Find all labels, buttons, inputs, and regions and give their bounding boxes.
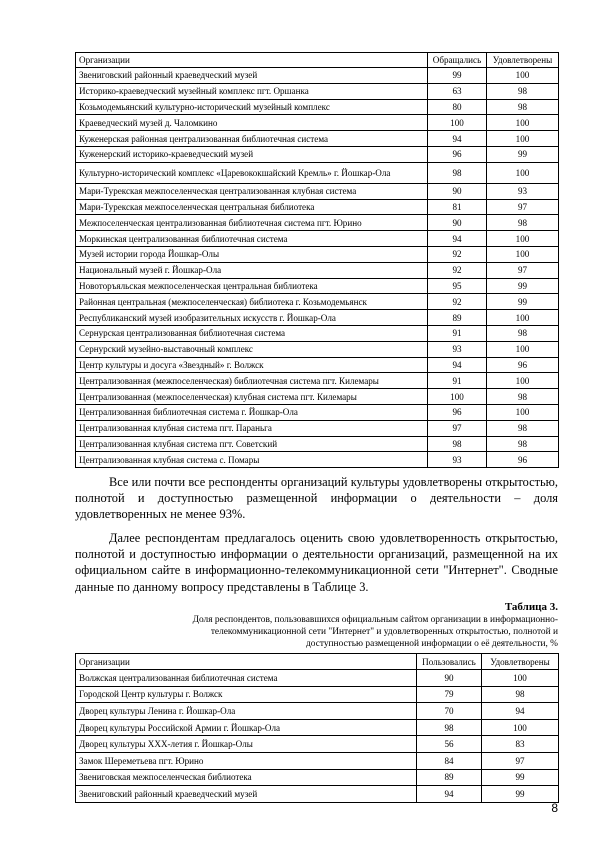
table-row: [76, 769, 559, 786]
satisfied-cell: 93: [487, 183, 559, 199]
organization-cell: Централизованная библиотечная система г. Йошкар-Ола: [76, 404, 428, 420]
organization-cell: Историко-краеведческий музейный комплекс пгт. Оршанка: [76, 83, 428, 99]
satisfied-cell: 100: [487, 131, 559, 147]
count-cell: 92: [428, 246, 487, 262]
count-cell: 100: [428, 389, 487, 405]
organization-cell: Централизованная клубная система пгт. Советский: [76, 436, 428, 452]
organization-cell: Куженерский историко-краеведческий музей: [76, 146, 428, 162]
count-cell: 90: [417, 670, 482, 687]
table-row: [76, 294, 559, 310]
satisfied-cell: 100: [487, 373, 559, 389]
satisfied-cell: 100: [487, 404, 559, 420]
satisfied-cell: 100: [487, 310, 559, 326]
count-cell: 98: [428, 162, 487, 183]
count-cell: 98: [428, 436, 487, 452]
satisfied-cell: 98: [482, 686, 559, 703]
table-row: [76, 231, 559, 247]
count-cell: 92: [428, 294, 487, 310]
organization-cell: Куженерская районная централизованная библиотечная система: [76, 131, 428, 147]
satisfied-cell: 98: [487, 436, 559, 452]
count-cell: 90: [428, 183, 487, 199]
table-row: [76, 278, 559, 294]
satisfied-cell: 99: [487, 278, 559, 294]
table-row: [76, 146, 559, 162]
table-row: [76, 325, 559, 341]
table-3-body: [76, 654, 559, 803]
organization-cell: Республиканский музей изобразительных искусств г. Йошкар-Ола: [76, 310, 428, 326]
table-row: [76, 83, 559, 99]
satisfied-cell: 100: [487, 162, 559, 183]
count-cell: 96: [428, 146, 487, 162]
satisfied-cell: 98: [487, 215, 559, 231]
count-cell: 94: [428, 131, 487, 147]
table-row: [76, 404, 559, 420]
organization-cell: Звениговская межпоселенческая библиотека: [76, 769, 417, 786]
organization-cell: Сернурская централизованная библиотечная система: [76, 325, 428, 341]
paragraph-2: Далее респондентам предлагалось оценить свою удовлетворенность открытостью, полнотой и доступностью информации о деятельности организаций, размещенной на их официальном сайте в информационно-телекоммуникационной сети "Интернет". Сводные данные по данному вопросу представлены в Таблице 3.: [75, 531, 558, 594]
table-row: [76, 215, 559, 231]
count-cell: 95: [428, 278, 487, 294]
count-cell: 94: [428, 231, 487, 247]
table-1: [75, 52, 559, 468]
organization-cell: Новоторъяльская межпоселенческая центральная библиотека: [76, 278, 428, 294]
table-row: [76, 389, 559, 405]
satisfied-cell: 98: [487, 420, 559, 436]
column-header: Обращались: [428, 53, 487, 68]
page-number: 8: [551, 801, 558, 815]
table-row: [76, 68, 559, 84]
count-cell: 91: [428, 325, 487, 341]
organization-cell: Волжская централизованная библиотечная система: [76, 670, 417, 687]
count-cell: 63: [428, 83, 487, 99]
paragraph-1: Все или почти все респонденты организаций культуры удовлетворены открытостью, полнотой и доступностью размещенной информации о деятельности – доля удовлетворенных не менее 93%.: [75, 475, 558, 522]
table-row: [76, 99, 559, 115]
table-row: [76, 452, 559, 468]
satisfied-cell: 99: [482, 786, 559, 803]
organization-cell: Дворец культуры Ленина г. Йошкар-Ола: [76, 703, 417, 720]
count-cell: 81: [428, 199, 487, 215]
table-3-number: Таблица 3.: [504, 601, 558, 613]
satisfied-cell: 99: [487, 294, 559, 310]
organization-cell: Сернурский музейно-выставочный комплекс: [76, 341, 428, 357]
organization-cell: Дворец культуры Российской Армии г. Йошкар-Ола: [76, 719, 417, 736]
organization-cell: Краеведческий музей д. Чаломкино: [76, 115, 428, 131]
count-cell: 56: [417, 736, 482, 753]
table-row: [76, 719, 559, 736]
count-cell: 89: [428, 310, 487, 326]
table-row: [76, 786, 559, 803]
satisfied-cell: 98: [487, 99, 559, 115]
organization-cell: Мари-Турекская межпоселенческая центральная библиотека: [76, 199, 428, 215]
organization-cell: Централизованная (межпоселенческая) клубная система пгт. Килемары: [76, 389, 428, 405]
table-row: [76, 199, 559, 215]
count-cell: 99: [428, 68, 487, 84]
table-row: [76, 115, 559, 131]
organization-cell: Городской Центр культуры г. Волжск: [76, 686, 417, 703]
count-cell: 89: [417, 769, 482, 786]
table-row: [76, 310, 559, 326]
count-cell: 92: [428, 262, 487, 278]
column-header: Удовлетворены: [487, 53, 559, 68]
satisfied-cell: 97: [482, 752, 559, 769]
satisfied-cell: 98: [487, 83, 559, 99]
organization-cell: Культурно-исторический комплекс «Царевококшайский Кремль» г. Йошкар-Ола: [76, 162, 428, 183]
organization-cell: Центр культуры и досуга «Звездный» г. Волжск: [76, 357, 428, 373]
organization-cell: Козьмодемьянский культурно-исторический музейный комплекс: [76, 99, 428, 115]
count-cell: 91: [428, 373, 487, 389]
count-cell: 79: [417, 686, 482, 703]
satisfied-cell: 97: [487, 262, 559, 278]
header-row: [76, 654, 559, 670]
organization-cell: Моркинская централизованная библиотечная система: [76, 231, 428, 247]
table-row: [76, 736, 559, 753]
organization-cell: Межпоселенческая централизованная библиотечная система пгт. Юрино: [76, 215, 428, 231]
column-header: Пользовались: [417, 654, 482, 670]
count-cell: 100: [428, 115, 487, 131]
count-cell: 70: [417, 703, 482, 720]
table-3-caption: Доля респондентов, пользовавшихся официальным сайтом организации в информационно-телекоммуникационной сети "Интернет" и удовлетворенных открытостью, полнотой и доступностью размещенной информации о её деятельности, %: [192, 615, 558, 650]
satisfied-cell: 97: [487, 199, 559, 215]
table-row: [76, 703, 559, 720]
column-header: Удовлетворены: [482, 654, 559, 670]
table-row: [76, 131, 559, 147]
table-1-body: [76, 53, 559, 468]
table-row: [76, 183, 559, 199]
organization-cell: Мари-Турекская межпоселенческая централизованная клубная система: [76, 183, 428, 199]
table-3: [75, 653, 559, 803]
count-cell: 94: [417, 786, 482, 803]
table-row: [76, 752, 559, 769]
count-cell: 98: [417, 719, 482, 736]
satisfied-cell: 96: [487, 357, 559, 373]
count-cell: 90: [428, 215, 487, 231]
satisfied-cell: 100: [487, 231, 559, 247]
satisfied-cell: 83: [482, 736, 559, 753]
satisfied-cell: 100: [482, 670, 559, 687]
satisfied-cell: 100: [482, 719, 559, 736]
satisfied-cell: 99: [482, 769, 559, 786]
organization-cell: Дворец культуры XXX-летия г. Йошкар-Олы: [76, 736, 417, 753]
satisfied-cell: 98: [487, 389, 559, 405]
satisfied-cell: 94: [482, 703, 559, 720]
count-cell: 93: [428, 341, 487, 357]
satisfied-cell: 100: [487, 115, 559, 131]
organization-cell: Музей истории города Йошкар-Олы: [76, 246, 428, 262]
count-cell: 84: [417, 752, 482, 769]
organization-cell: Звениговский районный краеведческий музей: [76, 68, 428, 84]
table-row: [76, 341, 559, 357]
table-row: [76, 686, 559, 703]
organization-cell: Замок Шереметьева пгт. Юрино: [76, 752, 417, 769]
table-row: [76, 357, 559, 373]
table-row: [76, 420, 559, 436]
organization-cell: Централизованная клубная система пгт. Параньга: [76, 420, 428, 436]
table-row: [76, 262, 559, 278]
organization-cell: Национальный музей г. Йошкар-Ола: [76, 262, 428, 278]
table-row: [76, 436, 559, 452]
organization-cell: Централизованная (межпоселенческая) библиотечная система пгт. Килемары: [76, 373, 428, 389]
satisfied-cell: 100: [487, 246, 559, 262]
count-cell: 97: [428, 420, 487, 436]
satisfied-cell: 96: [487, 452, 559, 468]
header-row: [76, 53, 559, 68]
table-row: [76, 373, 559, 389]
count-cell: 96: [428, 404, 487, 420]
column-header: Организации: [76, 654, 417, 670]
table-row: [76, 670, 559, 687]
organization-cell: Звениговский районный краеведческий музей: [76, 786, 417, 803]
satisfied-cell: 98: [487, 325, 559, 341]
count-cell: 93: [428, 452, 487, 468]
table-row: [76, 246, 559, 262]
count-cell: 94: [428, 357, 487, 373]
count-cell: 80: [428, 99, 487, 115]
table-row: [76, 162, 559, 183]
organization-cell: Централизованная клубная система с. Помары: [76, 452, 428, 468]
organization-cell: Районная центральная (межпоселенческая) библиотека г. Козьмодемьянск: [76, 294, 428, 310]
column-header: Организации: [76, 53, 428, 68]
satisfied-cell: 100: [487, 68, 559, 84]
satisfied-cell: 100: [487, 341, 559, 357]
satisfied-cell: 99: [487, 146, 559, 162]
